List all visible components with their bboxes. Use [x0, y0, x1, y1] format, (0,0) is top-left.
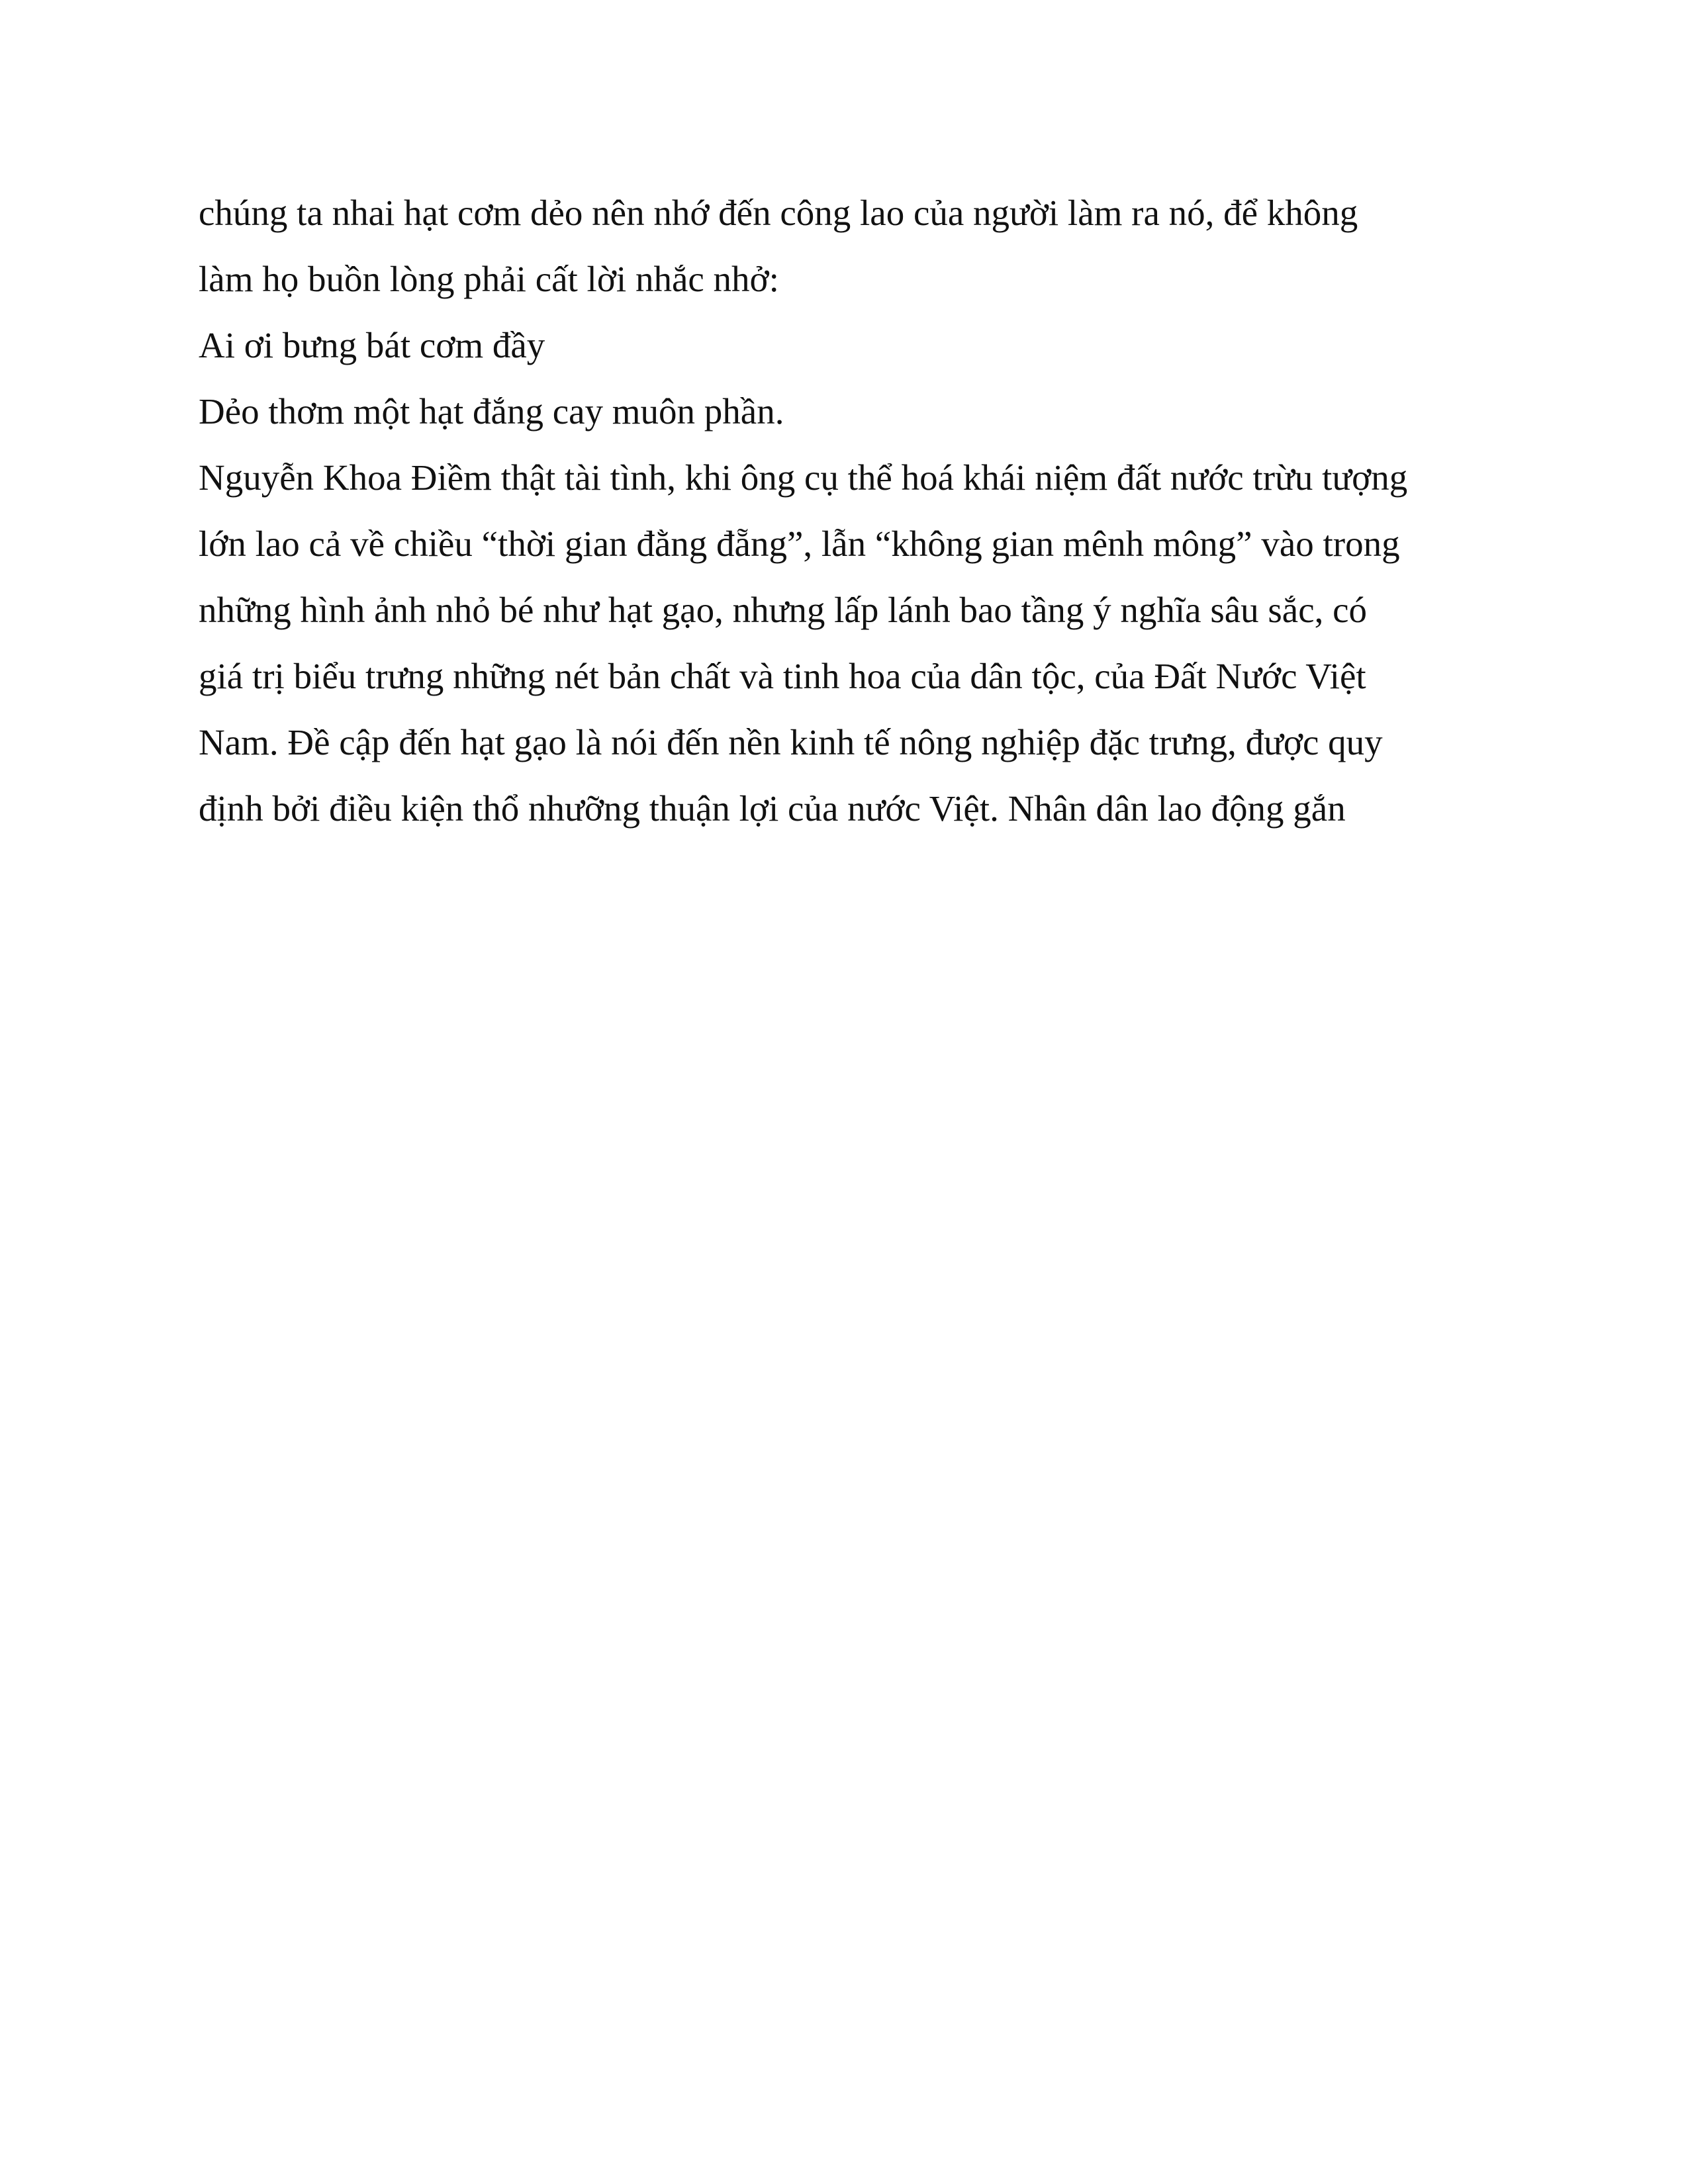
text-line: Nguyễn Khoa Điềm thật tài tình, khi ông cụ thể hoá khái niệm đất nước trừu tượng — [199, 457, 1408, 498]
text-line: lớn lao cả về chiều “thời gian đằng đẵng”, lẫn “không gian mênh mông” vào trong — [199, 523, 1400, 564]
body-text — [199, 180, 1509, 842]
poem-line: Ai ơi bưng bát cơm đầy — [199, 325, 545, 365]
text-line: chúng ta nhai hạt cơm dẻo nên nhớ đến công lao của người làm ra nó, để không — [199, 193, 1358, 233]
text-line: giá trị biểu trưng những nét bản chất và tinh hoa của dân tộc, của Đất Nước Việt — [199, 656, 1366, 696]
text-line: Nam. Đề cập đến hạt gạo là nói đến nền kinh tế nông nghiệp đặc trưng, được quy — [199, 722, 1383, 762]
text-line: những hình ảnh nhỏ bé như hạt gạo, nhưng lấp lánh bao tầng ý nghĩa sâu sắc, có — [199, 590, 1368, 630]
poem-line: Dẻo thơm một hạt đắng cay muôn phần. — [199, 391, 784, 432]
text-line: làm họ buồn lòng phải cất lời nhắc nhở: — [199, 259, 779, 299]
text-line: định bởi điều kiện thổ nhưỡng thuận lợi của nước Việt. Nhân dân lao động gắn — [199, 788, 1346, 829]
